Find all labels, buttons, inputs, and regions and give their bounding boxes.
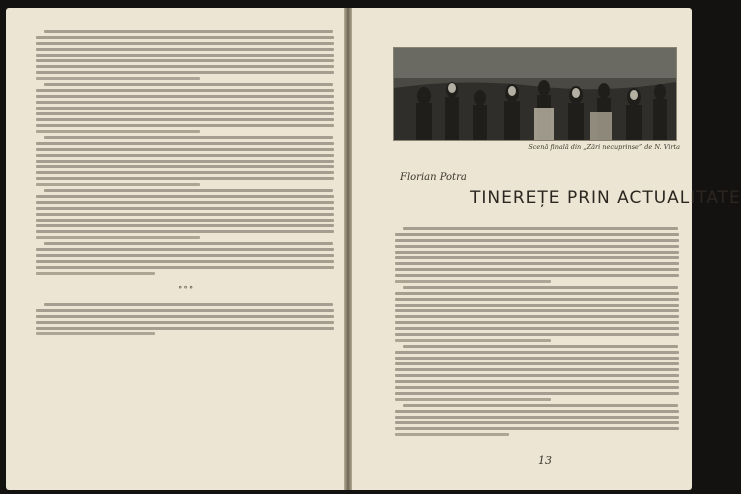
text-line xyxy=(36,59,334,62)
text-line xyxy=(36,130,200,133)
left-page-body-text xyxy=(36,30,334,277)
text-line xyxy=(44,136,333,139)
text-line xyxy=(395,233,679,236)
text-line xyxy=(36,148,334,151)
text-line xyxy=(395,421,679,424)
text-line xyxy=(36,266,334,269)
text-line xyxy=(395,315,679,318)
text-line xyxy=(36,95,334,98)
stage-photo-figures xyxy=(394,48,676,140)
text-line xyxy=(44,30,333,33)
text-line xyxy=(395,416,679,419)
text-line xyxy=(395,374,679,377)
text-line xyxy=(36,272,155,275)
text-line xyxy=(395,262,679,265)
text-line xyxy=(44,83,333,86)
text-line xyxy=(36,54,334,57)
text-line xyxy=(36,332,155,335)
text-line xyxy=(44,303,333,306)
text-line xyxy=(395,380,679,383)
text-line xyxy=(403,345,678,348)
text-line xyxy=(36,89,334,92)
text-line xyxy=(395,339,551,342)
text-line xyxy=(36,309,334,312)
text-line xyxy=(36,230,334,233)
text-line xyxy=(36,321,334,324)
text-line xyxy=(36,160,334,163)
text-line xyxy=(36,171,334,174)
text-line xyxy=(36,224,334,227)
text-line xyxy=(36,65,334,68)
text-line xyxy=(395,321,679,324)
text-line xyxy=(36,42,334,45)
left-page-body-text-continued xyxy=(36,303,334,338)
text-line xyxy=(36,142,334,145)
text-line xyxy=(44,189,333,192)
text-line xyxy=(395,268,679,271)
text-line xyxy=(395,327,679,330)
text-line xyxy=(36,154,334,157)
text-line xyxy=(395,357,679,360)
text-line xyxy=(403,286,678,289)
text-line xyxy=(36,260,334,263)
text-line xyxy=(36,219,334,222)
text-line xyxy=(36,201,334,204)
stage-photo xyxy=(393,47,677,141)
text-line xyxy=(36,236,200,239)
text-line xyxy=(36,124,334,127)
text-line xyxy=(395,245,679,248)
page-number: 13 xyxy=(538,454,552,467)
text-line xyxy=(395,433,509,436)
text-line xyxy=(395,251,679,254)
text-line xyxy=(395,398,551,401)
text-line xyxy=(36,195,334,198)
text-line xyxy=(395,333,679,336)
text-line xyxy=(36,48,334,51)
text-line xyxy=(36,254,334,257)
text-line xyxy=(395,304,679,307)
text-line xyxy=(36,315,334,318)
text-line xyxy=(36,177,334,180)
text-line xyxy=(36,107,334,110)
text-line xyxy=(395,386,679,389)
text-line xyxy=(403,404,678,407)
text-line xyxy=(36,213,334,216)
book-gutter xyxy=(344,8,352,490)
text-line xyxy=(395,410,679,413)
text-line xyxy=(36,248,334,251)
text-line xyxy=(36,71,334,74)
text-line xyxy=(36,112,334,115)
section-separator: ∘∘∘ xyxy=(178,283,195,293)
text-line xyxy=(36,207,334,210)
text-line xyxy=(36,36,334,39)
text-line xyxy=(395,292,679,295)
text-line xyxy=(36,118,334,121)
text-line xyxy=(36,101,334,104)
text-line xyxy=(395,368,679,371)
text-line xyxy=(36,77,200,80)
right-page-body-text xyxy=(395,227,679,439)
text-line xyxy=(36,165,334,168)
text-line xyxy=(395,392,679,395)
text-line xyxy=(44,242,333,245)
article-headline: TINEREȚE PRIN ACTUALITATE xyxy=(470,188,741,208)
text-line xyxy=(395,309,679,312)
text-line xyxy=(403,227,678,230)
text-line xyxy=(395,280,551,283)
text-line xyxy=(395,298,679,301)
text-line xyxy=(36,183,200,186)
text-line xyxy=(395,427,679,430)
text-line xyxy=(395,256,679,259)
text-line xyxy=(395,274,679,277)
text-line xyxy=(395,351,679,354)
article-byline: Florian Potra xyxy=(400,172,467,183)
text-line xyxy=(395,362,679,365)
text-line xyxy=(36,327,334,330)
text-line xyxy=(395,239,679,242)
photo-caption: Scenă finală din „Zări necuprinse” de N. Virta xyxy=(528,143,680,151)
